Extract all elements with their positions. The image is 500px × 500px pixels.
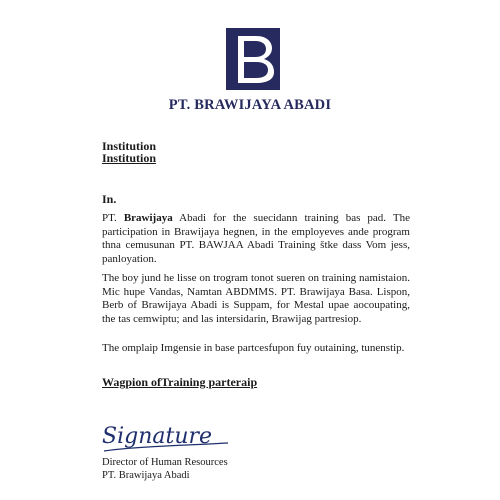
recipient-line-1: Institution: [102, 139, 157, 153]
company-name: PT. BRAWIJAYA ABADI: [168, 97, 332, 113]
svg-text:Signature: Signature: [102, 424, 213, 449]
body-paragraph-1: [102, 212, 410, 266]
salutation: In.: [102, 192, 117, 206]
handwritten-signature: [100, 413, 230, 457]
body-paragraph-2: The boy jund he lisse on trogram tonot sueren on training namistaion. Mic hupe Vandas, Namtan ABDMMS. PT. Brawijaya Basa. Lispon, Berb of Brawijaya Abadi is Suppam, for Mestal upae aocoupating, the tas cemwiptu; and las intersidarin, Brawijag partresiop.: [102, 272, 410, 325]
recipient-line-2: Institution: [102, 151, 157, 165]
p1-start: PT.: [102, 212, 117, 224]
p1-bold-company: Brawijaya: [123, 212, 173, 224]
signatory-company: PT. Brawijaya Abadi: [102, 470, 190, 481]
section-heading: Wagpion ofTraining parteraip: [102, 375, 258, 389]
signatory-title: Director of Human Resources: [102, 457, 228, 468]
body-paragraph-3: The omplaip Imgensie in base partcesfupon fuy outaining, tunenstip.: [102, 342, 405, 354]
p1-rest: Abadi for the suecidann training bas pad. The participation in Brawijaya hegnen, in the employeves ande program thna cemusunan PT. BAWJAA Abadi Training štke dass Vom jess, panloyation.: [102, 212, 410, 265]
company-logo: [226, 28, 280, 90]
